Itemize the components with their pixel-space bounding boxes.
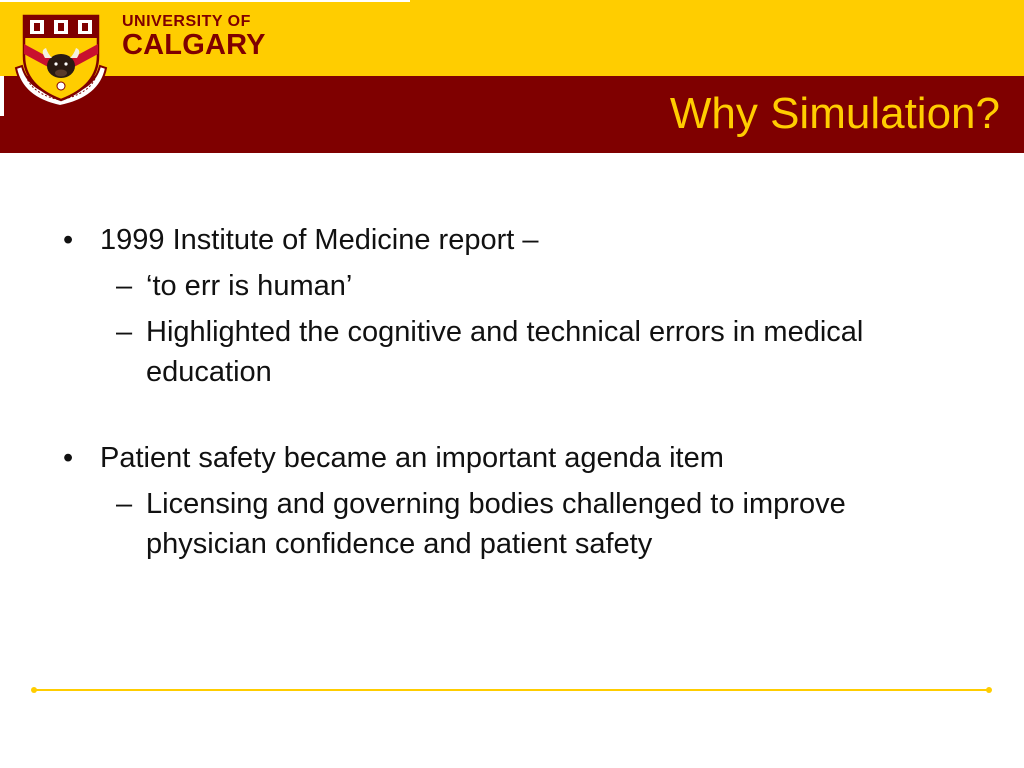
bullet-item (0, 220, 900, 260)
sub-bullet-mark: – (116, 316, 133, 348)
slide-content (0, 220, 1024, 564)
logo-wordmark (122, 14, 266, 60)
sub-bullet-text: Licensing and governing bodies challenged to improve physician confidence and patient safety (146, 488, 846, 560)
sub-bullet-item (0, 266, 886, 306)
sub-bullet-item (0, 312, 886, 392)
sub-bullet-text: ‘to err is human’ (146, 270, 353, 302)
logo-line1: UNIVERSITY OF (122, 13, 251, 30)
university-logo (12, 6, 266, 116)
slide-title: Why Simulation? (669, 89, 1000, 138)
bullet-text: 1999 Institute of Medicine report – (100, 224, 539, 256)
bullet-item (0, 438, 900, 478)
sub-bullet-mark: – (116, 270, 133, 302)
sub-bullet-item (0, 484, 886, 564)
header-white-strip (0, 0, 410, 2)
bullet-mark: • (63, 442, 74, 474)
footer-dot-left (31, 687, 37, 693)
sub-bullet-text: Highlighted the cognitive and technical errors in medical education (146, 316, 864, 388)
bullet-mark: • (63, 224, 74, 256)
logo-line2: CALGARY (122, 29, 266, 61)
bullet-text: Patient safety became an important agenda item (100, 442, 724, 474)
sub-bullet-mark: – (116, 488, 133, 520)
crest-icon (12, 6, 112, 116)
header-edge (0, 76, 4, 116)
footer-dot-right (986, 687, 992, 693)
footer-divider (33, 689, 989, 691)
